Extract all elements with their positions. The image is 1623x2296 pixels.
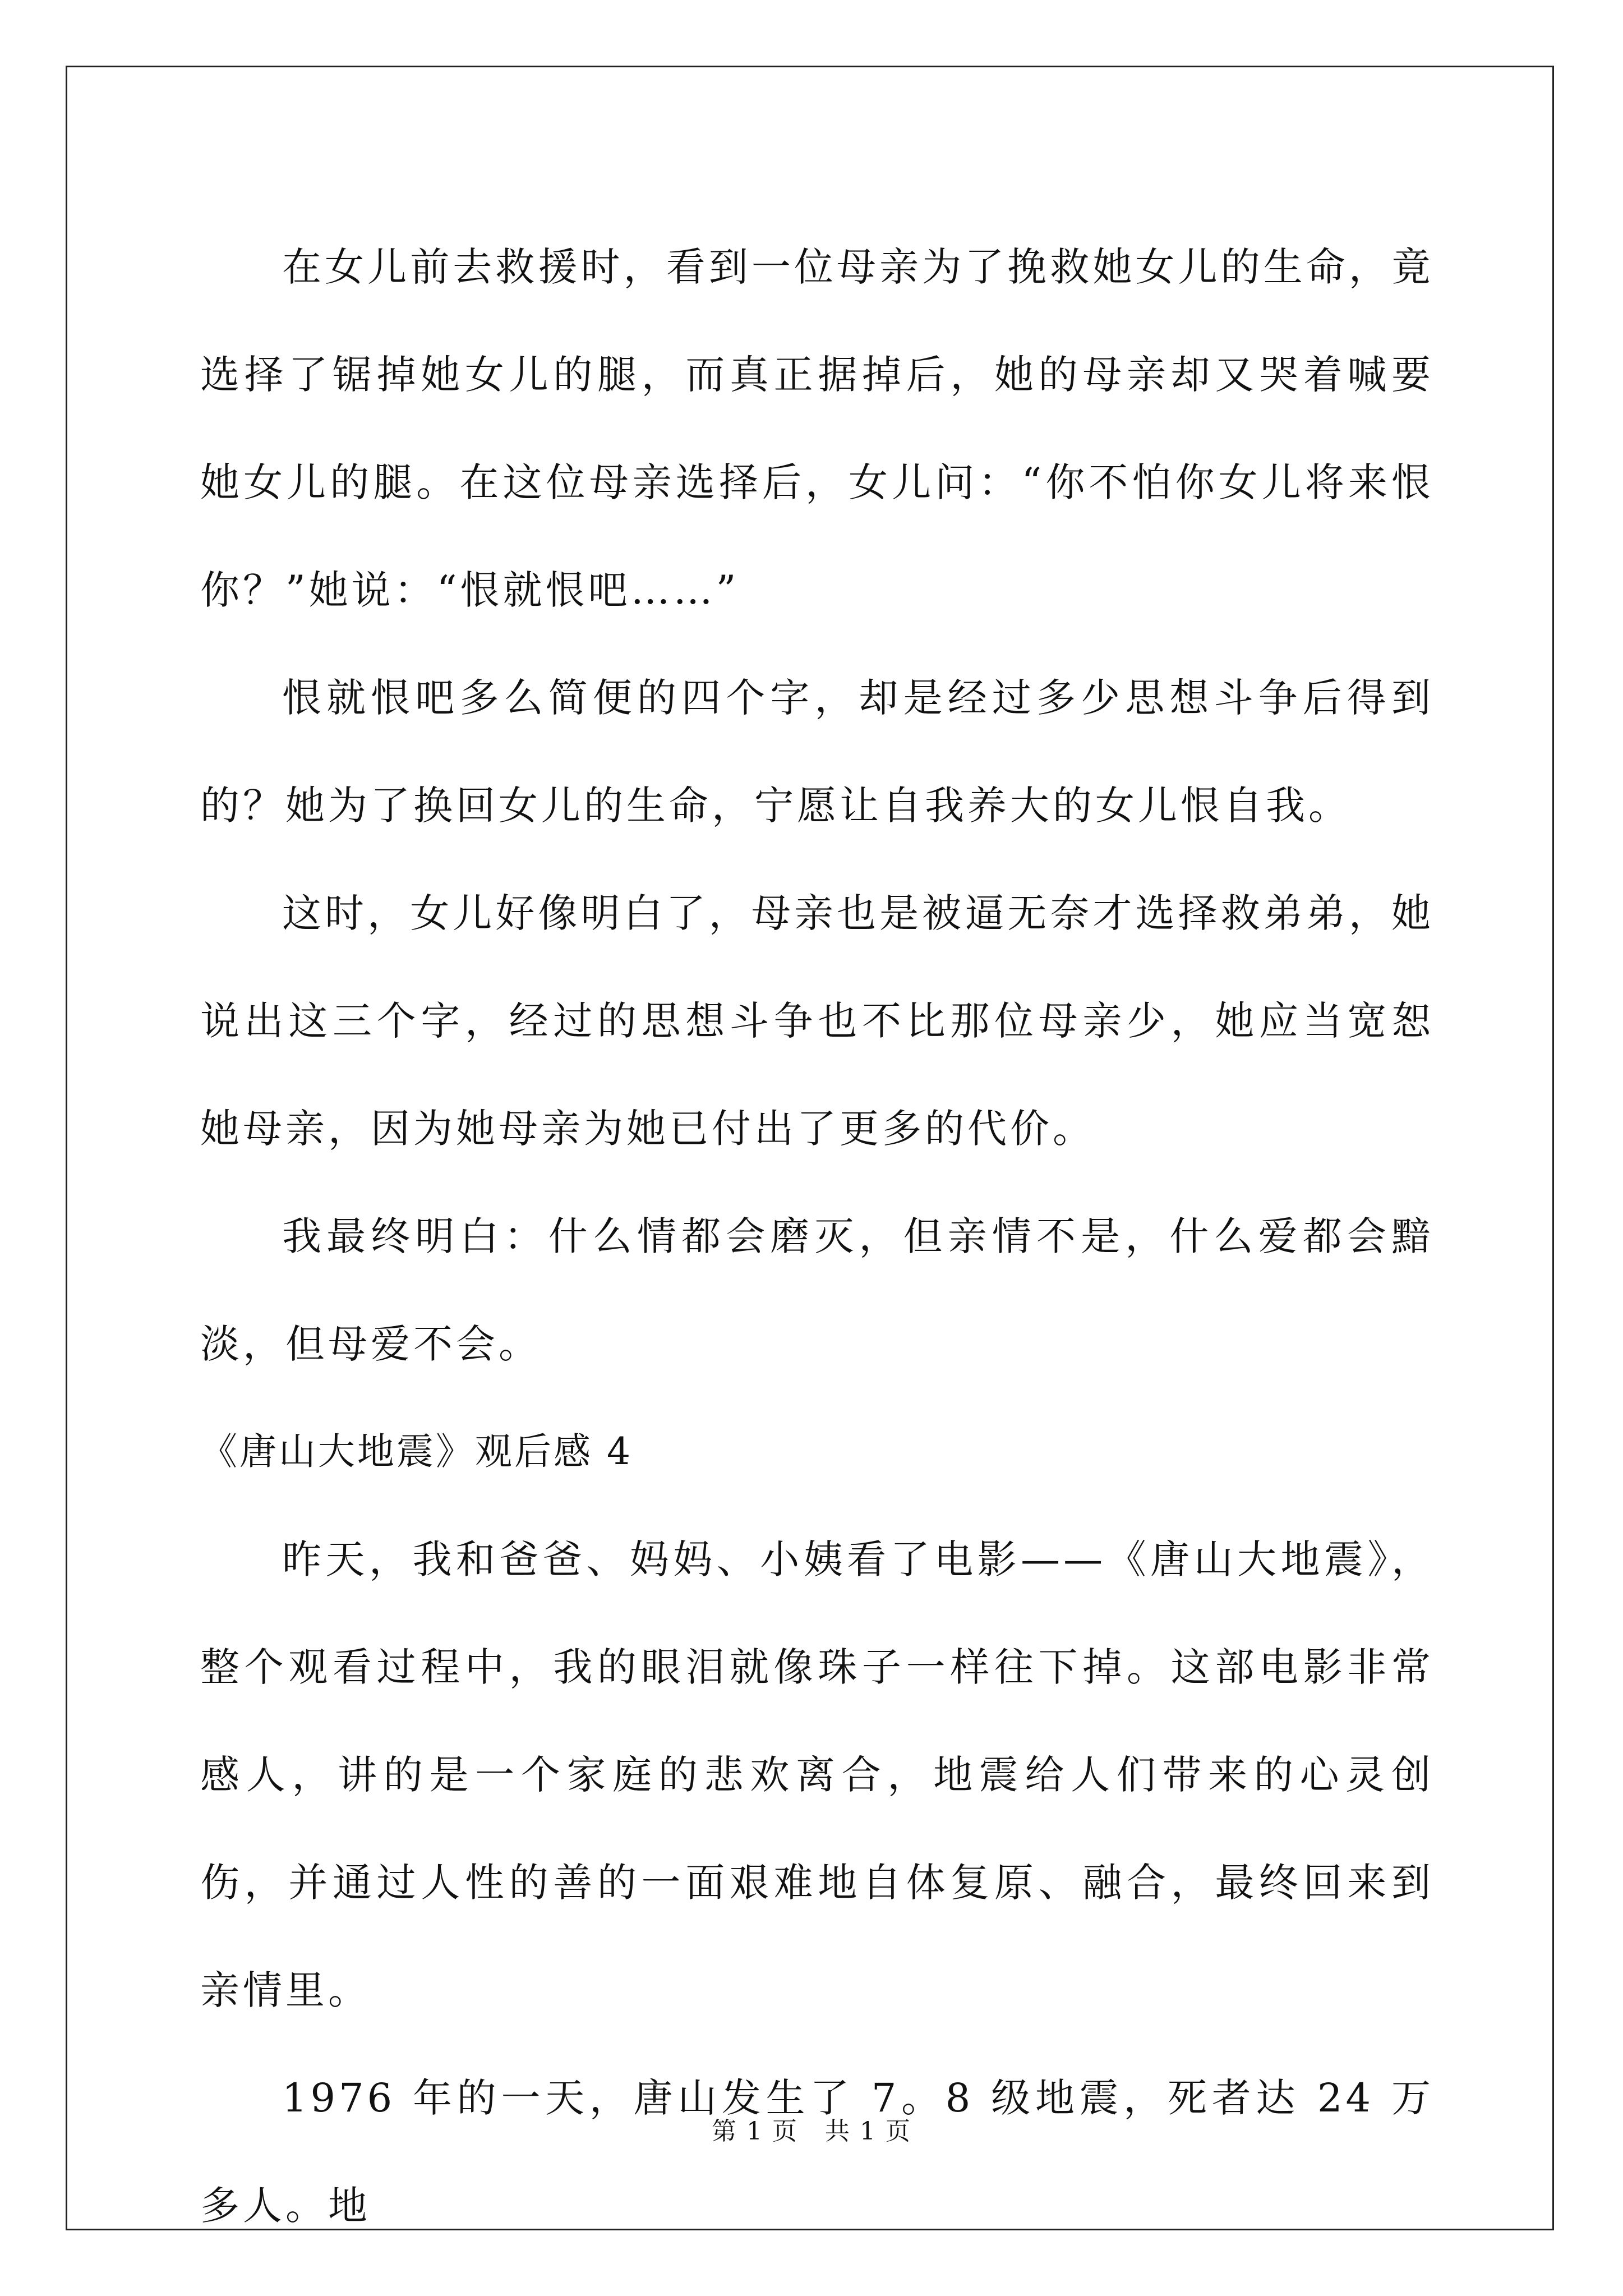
paragraph: 恨就恨吧多么简便的四个字，却是经过多少思想斗争后得到的？她为了换回女儿的生命，宁愿让自我养大的女儿恨自我。 bbox=[200, 675, 1434, 829]
paragraph: 我最终明白：什么情都会磨灭，但亲情不是，什么爱都会黯淡，但母爱不会。 bbox=[200, 1213, 1434, 1367]
paragraph: 昨天，我和爸爸、妈妈、小姨看了电影——《唐山大地震》，整个观看过程中，我的眼泪就像珠子一样往下掉。这部电影非常感人，讲的是一个家庭的悲欢离合，地震给人们带来的心灵创伤，并通过人性的善的一面艰难地自体复原、融合，最终回来到亲情里。 bbox=[200, 1536, 1434, 2013]
page-number: 第 1 页 bbox=[712, 2117, 798, 2146]
document-body bbox=[200, 213, 1434, 2260]
paragraph: 这时，女儿好像明白了，母亲也是被逼无奈才选择救弟弟，她说出这三个字，经过的思想斗争也不比那位母亲少，她应当宽恕她母亲，因为她母亲为她已付出了更多的代价。 bbox=[200, 890, 1434, 1152]
section-title: 《唐山大地震》观后感 4 bbox=[200, 1430, 633, 1473]
paragraph: 在女儿前去救援时，看到一位母亲为了挽救她女儿的生命，竟选择了锯掉她女儿的腿，而真正据掉后，她的母亲却又哭着喊要她女儿的腿。在这位母亲选择后，女儿问：“你不怕你女儿将来恨你？”她说：“恨就恨吧……” bbox=[200, 244, 1434, 613]
page-total: 共 1 页 bbox=[825, 2117, 911, 2146]
paragraph: 1976 年的一天，唐山发生了 7。8 级地震，死者达 24 万多人。地 bbox=[200, 2075, 1434, 2229]
page-footer bbox=[0, 2115, 1623, 2148]
